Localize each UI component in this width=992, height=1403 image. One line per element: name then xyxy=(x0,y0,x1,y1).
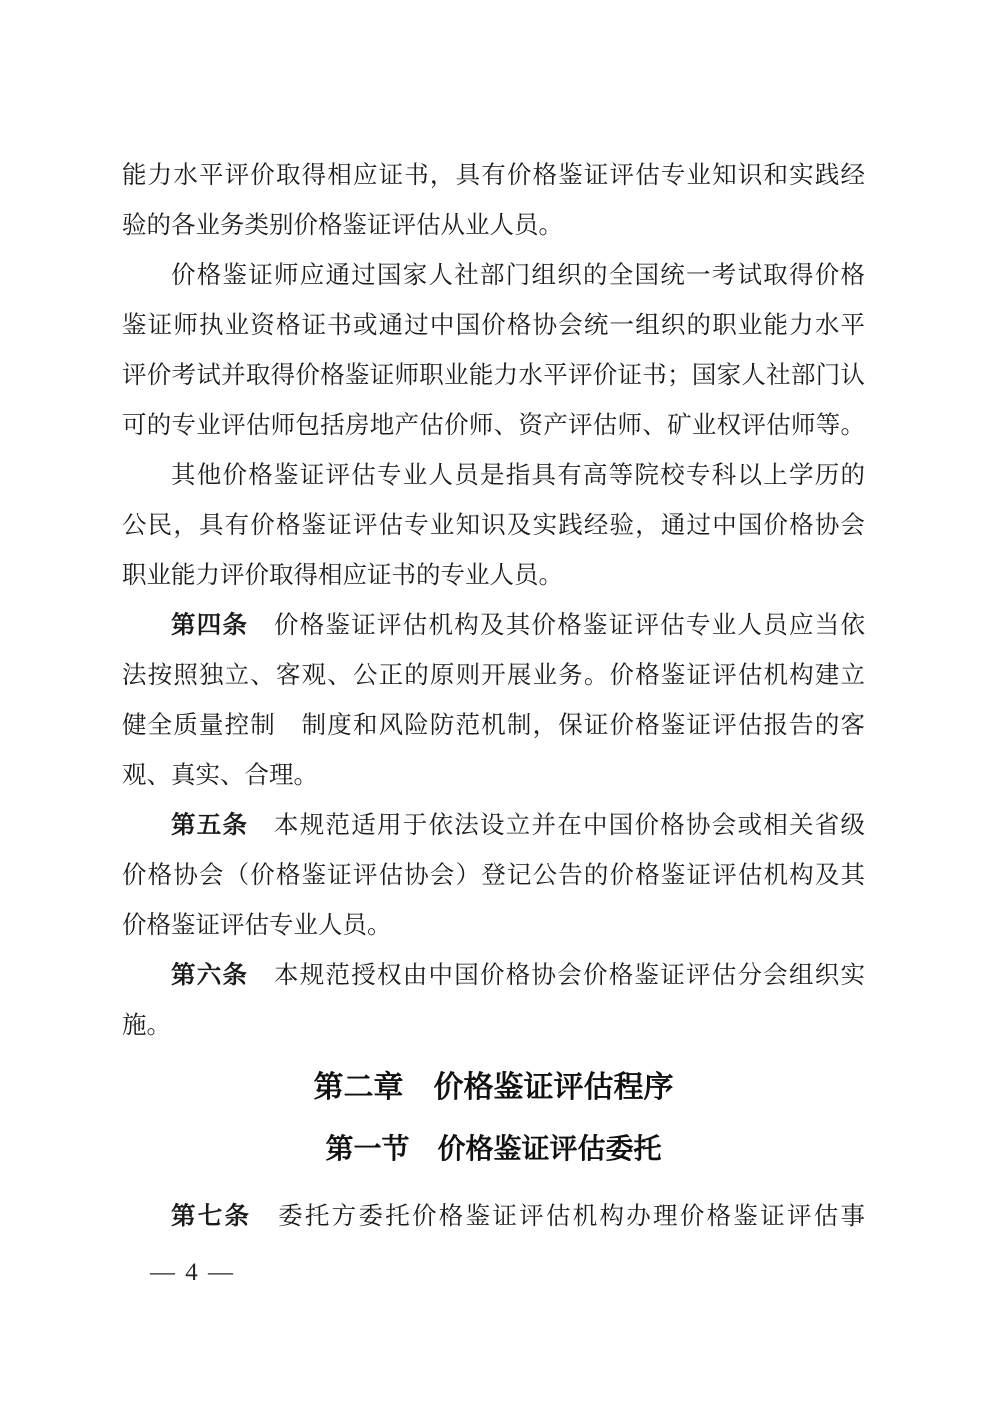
body-text-line xyxy=(122,1192,865,1242)
body-text-line xyxy=(122,201,865,251)
text-run: 其他价格鉴证评估专业人员是指具有高等院校专科以上学历的 xyxy=(171,462,865,489)
body-text-line xyxy=(122,401,865,451)
body-text-line xyxy=(122,901,865,951)
body-text-line xyxy=(122,1001,865,1051)
text-run: 可的专业评估师包括房地产估价师、资产评估师、矿业权评估师等。 xyxy=(122,412,865,439)
body-text-line xyxy=(122,351,865,401)
text-run: 委托方委托价格鉴证评估机构办理价格鉴证评估事 xyxy=(251,1203,866,1230)
body-text-line xyxy=(122,451,865,501)
text-run: 能力水平评价取得相应证书，具有价格鉴证评估专业知识和实践经 xyxy=(122,162,865,189)
body-text-line xyxy=(122,501,865,551)
body-text-line xyxy=(122,251,865,301)
body-text-line xyxy=(122,851,865,901)
text-run: 本规范适用于依法设立并在中国价格协会或相关省级 xyxy=(248,812,865,839)
text-run: 价格鉴证评估机构及其价格鉴证评估专业人员应当依 xyxy=(248,612,865,639)
body-text-line xyxy=(122,951,865,1001)
text-run: 法按照独立、客观、公正的原则开展业务。价格鉴证评估机构建立 xyxy=(122,662,865,689)
chapter-heading: 第二章 价格鉴证评估程序 xyxy=(313,1071,674,1104)
text-run: 鉴证师执业资格证书或通过中国价格协会统一组织的职业能力水平 xyxy=(122,312,865,339)
article-number: 第六条 xyxy=(171,962,249,989)
document-body xyxy=(122,151,865,1242)
body-text-line xyxy=(122,301,865,351)
text-run: 评价考试并取得价格鉴证师职业能力水平评价证书；国家人社部门认 xyxy=(122,362,865,389)
text-run: 健全质量控制 制度和风险防范机制，保证价格鉴证评估报告的客 xyxy=(122,712,865,739)
text-run: 价格鉴证评估专业人员。 xyxy=(122,912,392,939)
text-run: 验的各业务类别价格鉴证评估从业人员。 xyxy=(122,212,563,239)
body-text-line xyxy=(122,751,865,801)
article-number: 第七条 xyxy=(171,1203,252,1230)
text-run: 职业能力评价取得相应证书的专业人员。 xyxy=(122,562,563,589)
body-text-line xyxy=(122,601,865,651)
text-run: 价格鉴证师应通过国家人社部门组织的全国统一考试取得价格 xyxy=(171,262,865,289)
body-text-line xyxy=(122,151,865,201)
text-run: 价格协会（价格鉴证评估协会）登记公告的价格鉴证评估机构及其 xyxy=(122,862,865,889)
page-number: — 4 — xyxy=(150,1259,235,1286)
text-run: 公民，具有价格鉴证评估专业知识及实践经验，通过中国价格协会 xyxy=(122,512,865,539)
body-text-line xyxy=(122,801,865,851)
body-text-line xyxy=(122,551,865,601)
text-run: 观、真实、合理。 xyxy=(122,762,318,789)
section-heading: 第一节 价格鉴证评估委托 xyxy=(325,1133,662,1164)
article-number: 第四条 xyxy=(171,612,249,639)
body-text-line xyxy=(122,651,865,701)
body-text-line xyxy=(122,701,865,751)
article-number: 第五条 xyxy=(171,812,249,839)
text-run: 施。 xyxy=(122,1012,171,1039)
text-run: 本规范授权由中国价格协会价格鉴证评估分会组织实 xyxy=(248,962,865,989)
